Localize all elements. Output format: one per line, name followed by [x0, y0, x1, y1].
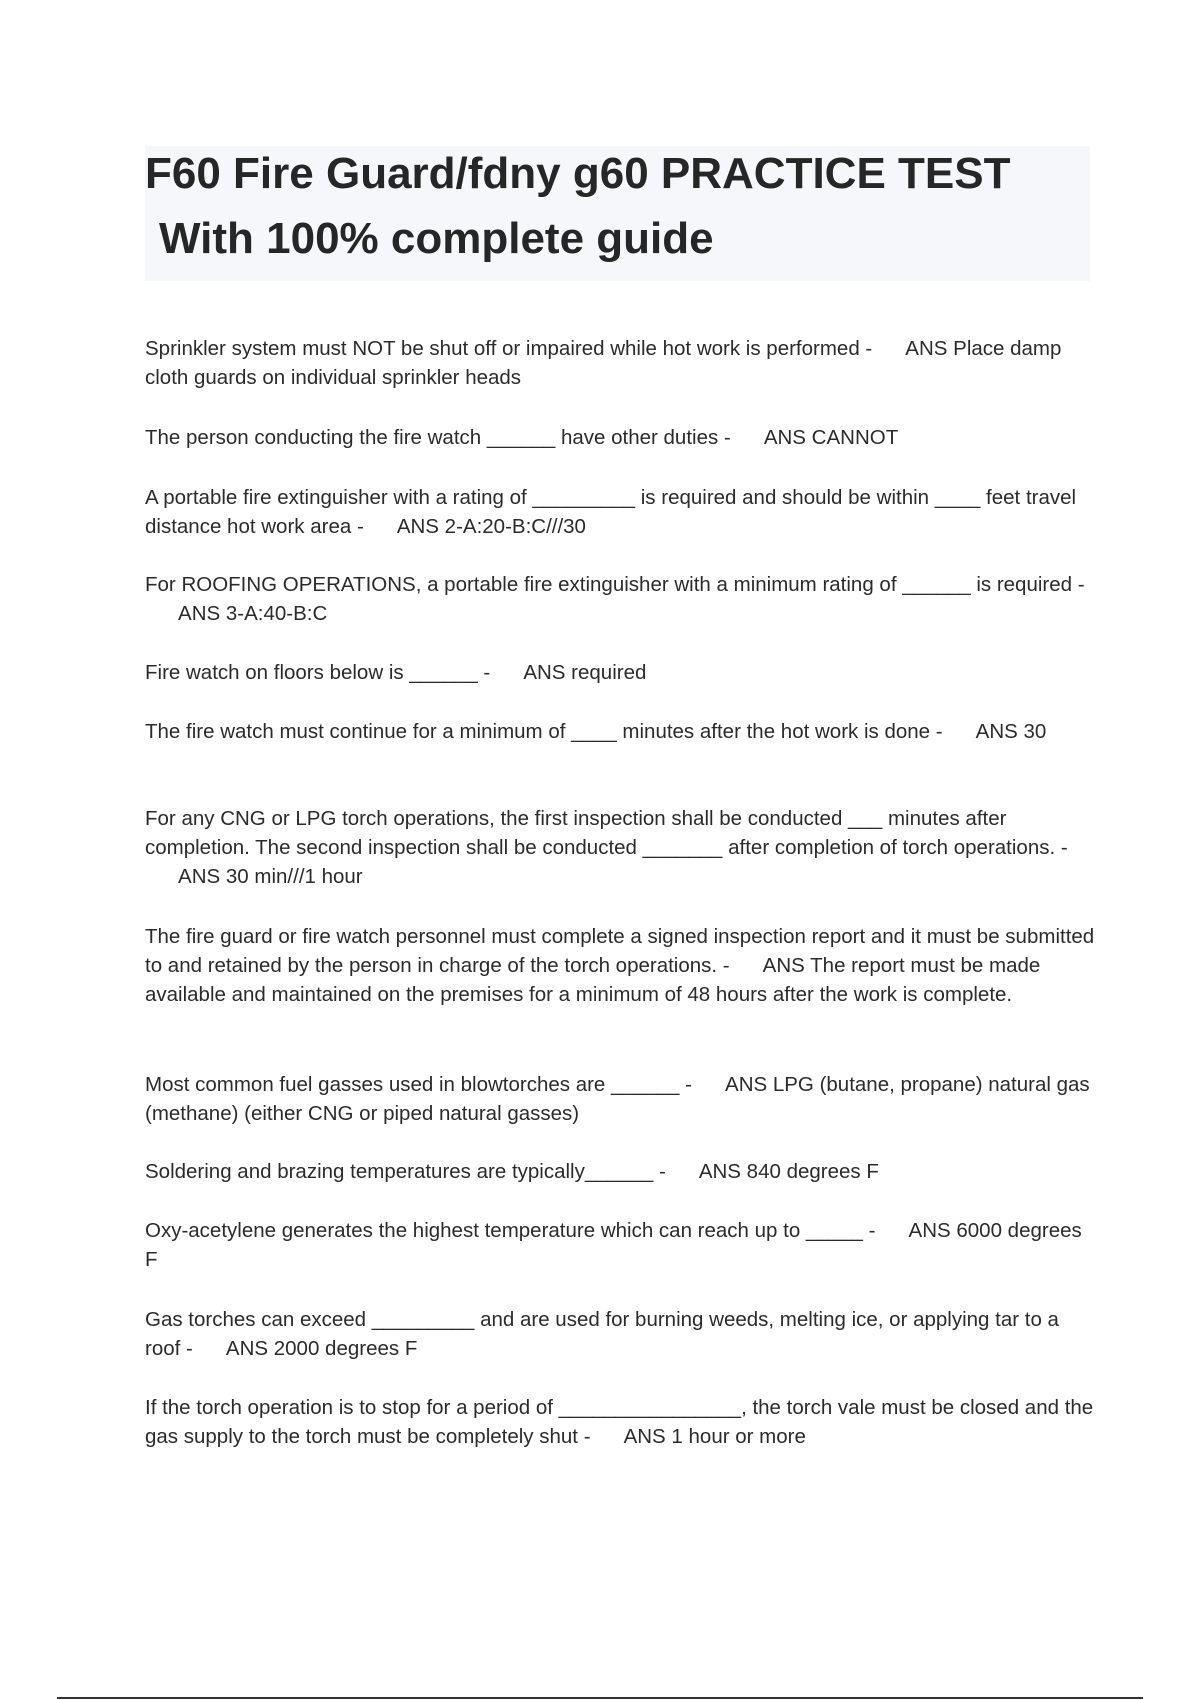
question-text: The fire guard or fire watch personnel must complete a signed inspection report and it must be submitted to and retained by the person in charge of the torch operations. - — [145, 925, 1095, 977]
qa-item-13 — [145, 1393, 1095, 1451]
title-block — [145, 146, 1090, 281]
answer-text: ANS LPG (butane, propane) natural gas (methane) (either CNG or piped natural gasses) — [145, 1073, 1090, 1125]
question-text: Most common fuel gasses used in blowtorches are ______ - — [145, 1073, 692, 1096]
answer-text: ANS Place damp cloth guards on individual sprinkler heads — [145, 337, 1062, 389]
question-text: Soldering and brazing temperatures are typically______ - — [145, 1160, 666, 1183]
question-text: Oxy-acetylene generates the highest temperature which can reach up to _____ - — [145, 1219, 876, 1242]
question-text: Fire watch on floors below is ______ - — [145, 661, 491, 684]
answer-text: ANS required — [523, 661, 647, 684]
qa-item-12 — [145, 1305, 1095, 1363]
qa-item-3 — [145, 483, 1095, 541]
answer-text: ANS The report must be made available and maintained on the premises for a minimum of 48 hours after the work is complete. — [145, 954, 1041, 1006]
question-text: The fire watch must continue for a minimum of ____ minutes after the hot work is done - — [145, 720, 943, 743]
qa-item-2 — [145, 423, 1095, 452]
qa-item-1 — [145, 334, 1095, 392]
question-text: A portable fire extinguisher with a rating of _________ is required and should be within ____ feet travel distance hot work area - — [145, 486, 1077, 538]
answer-text: ANS CANNOT — [763, 426, 899, 449]
question-text: If the torch operation is to stop for a period of ________________, the torch vale must be closed and the gas supply to the torch must be completely shut - — [145, 1396, 1094, 1448]
qa-item-4 — [145, 570, 1095, 628]
answer-text: ANS 3-A:40-B:C — [178, 602, 328, 625]
question-text: For any CNG or LPG torch operations, the first inspection shall be conducted ___ minutes after completion. The second inspection shall be conducted _______ after completion of torch operations. - — [145, 807, 1068, 859]
qa-item-5 — [145, 658, 1095, 687]
question-text: The person conducting the fire watch ______ have other duties - — [145, 426, 731, 449]
qa-item-6 — [145, 717, 1095, 746]
answer-text: ANS 30 min///1 hour — [178, 865, 363, 888]
question-text: For ROOFING OPERATIONS, a portable fire extinguisher with a minimum rating of ______ is required - — [145, 573, 1085, 596]
page-title-line-1: F60 Fire Guard/fdny g60 PRACTICE TEST — [145, 149, 1011, 198]
qa-item-10 — [145, 1157, 1095, 1186]
question-text: Sprinkler system must NOT be shut off or impaired while hot work is performed - — [145, 337, 873, 360]
qa-item-11 — [145, 1216, 1095, 1274]
answer-text: ANS 2000 degrees F — [225, 1337, 418, 1360]
answer-text: ANS 6000 degrees F — [145, 1219, 1082, 1271]
qa-item-9 — [145, 1070, 1095, 1128]
qa-item-8 — [145, 922, 1095, 1009]
answer-text: ANS 840 degrees F — [698, 1160, 879, 1183]
answer-text: ANS 1 hour or more — [623, 1425, 806, 1448]
answer-text: ANS 30 — [975, 720, 1047, 743]
answer-text: ANS 2-A:20-B:C///30 — [396, 515, 586, 538]
qa-item-7 — [145, 804, 1095, 891]
page-title-line-2: With 100% complete guide — [159, 214, 714, 263]
question-text: Gas torches can exceed _________ and are used for burning weeds, melting ice, or applying tar to a roof - — [145, 1308, 1059, 1360]
footer-divider — [57, 1697, 1143, 1699]
